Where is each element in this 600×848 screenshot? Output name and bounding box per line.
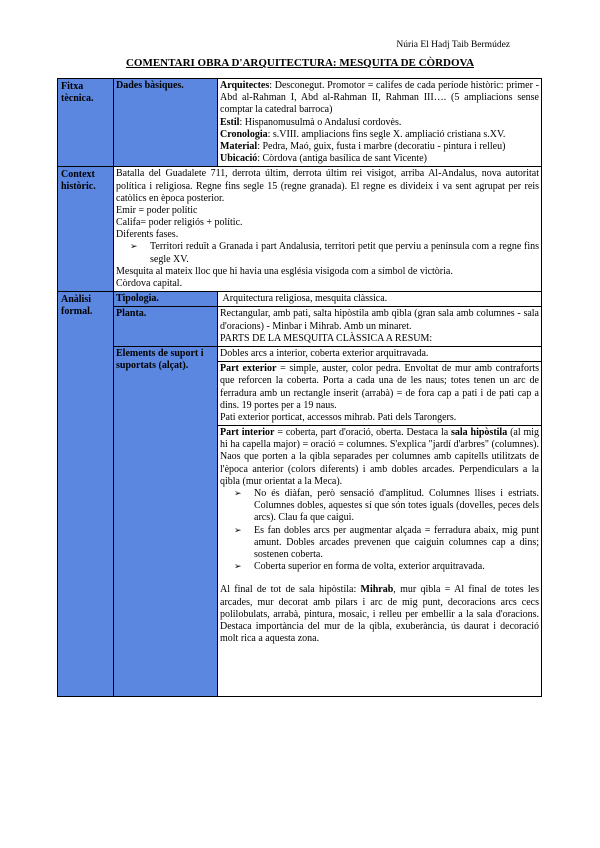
exterior-content: Part exterior = simple, auster, color pedra. Envoltat de mur amb contraforts que reforcen la coberta. Porta a cada una de les naus; totes tenen un arc de ferradura amb un rectangle inserit (arrabà) = de fora cap a pati i de pati cap a dins. 19 portes per a 19 naus. Pati exterior porticat, accessos mihrab. Pati dels Tarongers. bbox=[218, 362, 542, 426]
section-label-context: Context històric. bbox=[58, 167, 114, 292]
list-item: ➢ Es fan dobles arcs per augmentar alçada = ferradura abaix, mig punt amunt. Dobles arcades prevenen que caiguin columnes cap a dins; sostenen coberta. bbox=[254, 525, 539, 562]
table-row bbox=[58, 167, 542, 292]
list-item: ➢ No és diàfan, però sensació d'amplitud. Columnes llises i estriats. Columnes dobles, aquestes sí que són totes iguals (dovelles, peces dels arcs). Clau fa que caigui. bbox=[254, 488, 539, 525]
table-row bbox=[58, 307, 542, 347]
author-name: Núria El Hadj Taib Bermúdez bbox=[396, 40, 510, 50]
sublabel-dades: Dades bàsiques. bbox=[114, 79, 218, 167]
table-row bbox=[58, 292, 542, 307]
context-content: Batalla del Guadalete 711, derrota últim, derrota últim rei visigot, arriba Al-Andalus, nova autoritat política i religiosa. Regne fins segle 15 (regne granada). El regne es divideix i va sent agrupat per reis catòlics en època posterior. Emir = poder polític Califa= poder religiós + polític. Diferents fases. ➢ Territori reduït a Granada i part Andalusia, territori petit que perviu a península com a regne fins segle XV. Mesquita al mateix lloc que hi havia una església visigoda com a símbol de victòria. Còrdova capital. bbox=[114, 167, 542, 292]
section-label-analisi: Anàlisi formal. bbox=[58, 292, 114, 697]
sublabel-elements: Elements de suport i suportats (alçat). bbox=[114, 346, 218, 696]
table-row bbox=[58, 79, 542, 167]
sublabel-planta: Planta. bbox=[114, 307, 218, 347]
list-item: ➢ Coberta superior en forma de volta, exterior arquitravada. bbox=[254, 561, 539, 573]
commentary-table bbox=[57, 78, 542, 697]
document-title: COMENTARI OBRA D'ARQUITECTURA: MESQUITA DE CÒRDOVA bbox=[125, 57, 475, 69]
list-item: ➢ Territori reduït a Granada i part Andalusia, territori petit que perviu a península com a regne fins segle XV. bbox=[150, 241, 539, 265]
planta-content: Rectangular, amb pati, salta hipòstila amb qibla (gran sala amb columnes - sala d'oracions) - Minbar i Mihrab. Amb un minaret. PARTS DE LA MESQUITA CLÀSSICA A RESUM: bbox=[218, 307, 542, 347]
elements-content: Dobles arcs a interior, coberta exterior arquitravada. bbox=[218, 346, 542, 361]
section-label-fitxa: Fitxa tècnica. bbox=[58, 79, 114, 167]
interior-content: Part interior = coberta, part d'oració, oberta. Destaca la sala hipòstila (al mig hi ha capella major) = oració = columnes. S'explica "jardí d'arbres" (columnes). Naos que porten a la qibla separades per columnes amb capitells utilitzats de l'època anterior (colors diferents) i amb dobles arcades. Perpendiculars a la qibla (mur orientat a la Meca). ➢ No és diàfan, però sensació d'amplitud. Columnes llises i estriats. Columnes dobles, aquestes sí que són totes iguals (dovelles, peces dels arcs). Clau fa que caigui. ➢ Es fan dobles arcs per augmentar alçada = ferradura abaix, mig punt amunt. Dobles arcades prevenen que caiguin columnes cap a dins; sostenen coberta. ➢ Coberta superior en forma de volta, exterior arquitravada. Al final de tot de sala hipòstila: Mihrab, mur qibla = Al final de totes les arcades, mur decorat amb pilars i arc de mig punt, decoracions arcs cecs polilobulats, arrabà, pintura, mosaic, i relleu per embellir a la sala d'oracions. Destaca importància del mur de la qibla, exuberància, ús daurat i decoració molt rica a aquesta zona. bbox=[218, 426, 542, 697]
tipologia-content: Arquitectura religiosa, mesquita clàssica. bbox=[218, 292, 542, 307]
sublabel-tipologia: Tipologia. bbox=[114, 292, 218, 307]
table-row bbox=[58, 346, 542, 361]
fitxa-content: Arquitectes: Desconegut. Promotor = califes de cada període històric: primer - Abd al-Rahman I, Abd al-Rahman II, Rahman III…. (5 ampliacions sense comptar la catedral barroca) Estil: Hispanomusulmà o Andalusí cordovès. Cronologia: s.VIII. ampliacions fins segle X. ampliació cristiana s.XV. Material: Pedra, Maó, guix, fusta i marbre (decoratiu - pintura i relleu) Ubicació: Còrdova (antiga basílica de sant Vicente) bbox=[218, 79, 542, 167]
